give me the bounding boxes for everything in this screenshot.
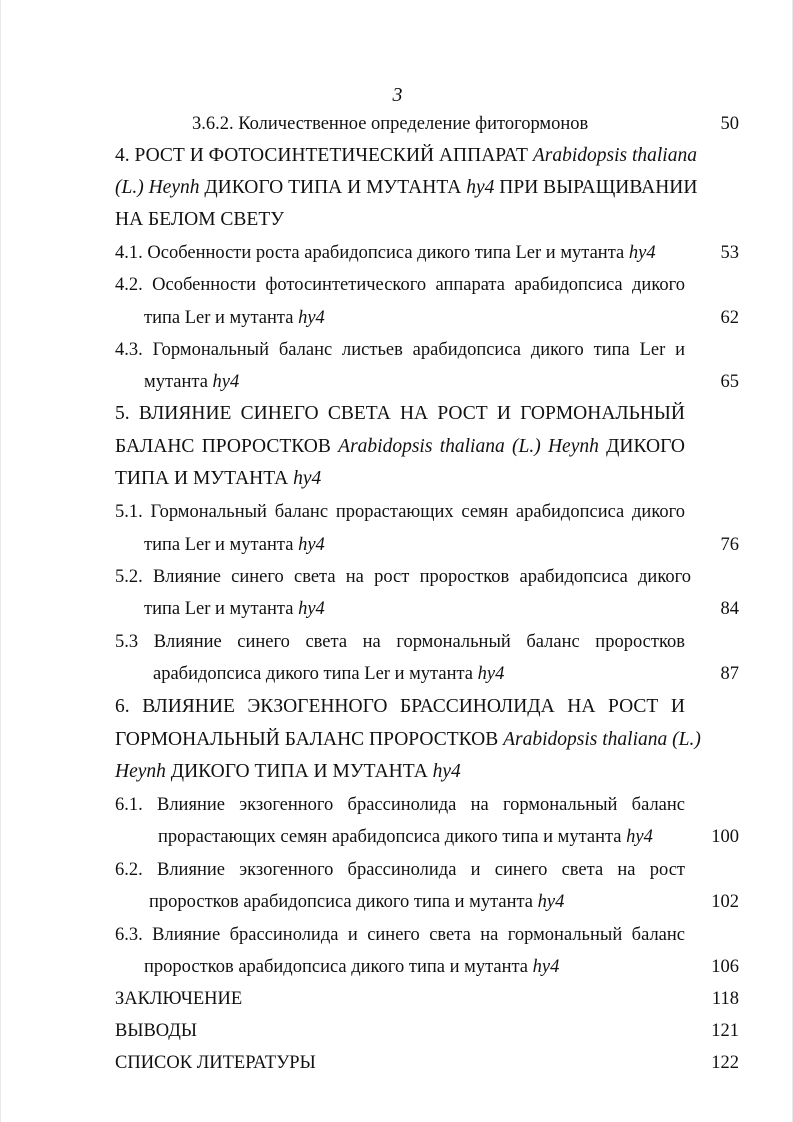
toc-entry-5-3-line2: арабидопсиса дикого типа Ler и мутанта hy4 bbox=[153, 664, 505, 684]
toc-page-findings: 121 bbox=[711, 1021, 739, 1041]
toc-page-conclusion: 118 bbox=[711, 989, 739, 1009]
toc-entry-5-2-line2: типа Ler и мутанта hy4 bbox=[144, 599, 325, 619]
toc-entry-4-2-line1: 4.2. Особенности фотосинтетического аппарата арабидопсиса дикого bbox=[115, 275, 685, 295]
toc-page-3-6-2: 50 bbox=[720, 114, 739, 134]
toc-entry-5-3-line1: 5.3 Влияние синего света на гормональный баланс проростков bbox=[115, 632, 685, 652]
toc-entry-5-1-line1: 5.1. Гормональный баланс прорастающих семян арабидопсиса дикого bbox=[115, 502, 685, 522]
toc-entry-5-1-line2: типа Ler и мутанта hy4 bbox=[144, 535, 325, 555]
toc-entry-6-1-line2: прорастающих семян арабидопсиса дикого типа и мутанта hy4 bbox=[158, 827, 653, 847]
toc-entry-6-3-line2: проростков арабидопсиса дикого типа и мутанта hy4 bbox=[144, 957, 560, 977]
page-number: 3 bbox=[392, 84, 403, 106]
toc-entry-6-3-line1: 6.3. Влияние брассинолида и синего света на гормональный баланс bbox=[115, 925, 685, 945]
toc-section-5-line2: БАЛАНС ПРОРОСТКОВ Arabidopsis thaliana (L.) Heynh ДИКОГО bbox=[115, 436, 685, 457]
toc-section-4-line3: НА БЕЛОМ СВЕТУ bbox=[115, 209, 285, 230]
toc-page-4-2: 62 bbox=[720, 308, 739, 328]
toc-entry-3-6-2: 3.6.2. Количественное определение фитогормонов bbox=[192, 114, 589, 134]
toc-section-5-line3: ТИПА И МУТАНТА hy4 bbox=[115, 468, 322, 489]
toc-entry-findings: ВЫВОДЫ bbox=[115, 1021, 198, 1041]
toc-page-4-3: 65 bbox=[720, 372, 739, 392]
toc-entry-6-1-line1: 6.1. Влияние экзогенного брассинолида на гормональный баланс bbox=[115, 795, 685, 815]
toc-page-references: 122 bbox=[711, 1053, 739, 1073]
toc-entry-4-2-line2: типа Ler и мутанта hy4 bbox=[144, 308, 325, 328]
toc-section-6-line1: 6. ВЛИЯНИЕ ЭКЗОГЕННОГО БРАССИНОЛИДА НА РОСТ И bbox=[115, 696, 685, 717]
toc-section-4-line1: 4. РОСТ И ФОТОСИНТЕТИЧЕСКИЙ АППАРАТ Arabidopsis thaliana bbox=[115, 145, 697, 166]
toc-section-6-line2: ГОРМОНАЛЬНЫЙ БАЛАНС ПРОРОСТКОВ Arabidopsis thaliana (L.) bbox=[115, 729, 701, 750]
toc-page-5-3: 87 bbox=[720, 664, 739, 684]
toc-page-6-2: 102 bbox=[711, 892, 739, 912]
toc-entry-5-2-line1: 5.2. Влияние синего света на рост проростков арабидопсиса дикого bbox=[115, 567, 691, 587]
toc-section-5-line1: 5. ВЛИЯНИЕ СИНЕГО СВЕТА НА РОСТ И ГОРМОНАЛЬНЫЙ bbox=[115, 403, 685, 424]
toc-section-6-line3: Heynh ДИКОГО ТИПА И МУТАНТА hy4 bbox=[115, 761, 461, 782]
toc-section-4-line2: (L.) Heynh ДИКОГО ТИПА И МУТАНТА hy4 ПРИ ВЫРАЩИВАНИИ bbox=[115, 177, 698, 198]
toc-page-4-1: 53 bbox=[720, 243, 739, 263]
toc-page-6-3: 106 bbox=[711, 957, 739, 977]
toc-entry-4-3-line2: мутанта hy4 bbox=[144, 372, 240, 392]
toc-entry-6-2-line2: проростков арабидопсиса дикого типа и мутанта hy4 bbox=[149, 892, 565, 912]
toc-page-6-1: 100 bbox=[711, 827, 739, 847]
toc-page-5-2: 84 bbox=[720, 599, 739, 619]
toc-entry-conclusion: ЗАКЛЮЧЕНИЕ bbox=[115, 989, 243, 1009]
toc-entry-4-3-line1: 4.3. Гормональный баланс листьев арабидопсиса дикого типа Ler и bbox=[115, 340, 685, 360]
toc-entry-6-2-line1: 6.2. Влияние экзогенного брассинолида и синего света на рост bbox=[115, 860, 685, 880]
toc-entry-references: СПИСОК ЛИТЕРАТУРЫ bbox=[115, 1053, 316, 1073]
toc-entry-4-1: 4.1. Особенности роста арабидопсиса дикого типа Ler и мутанта hy4 bbox=[115, 243, 656, 263]
toc-page-5-1: 76 bbox=[720, 535, 739, 555]
